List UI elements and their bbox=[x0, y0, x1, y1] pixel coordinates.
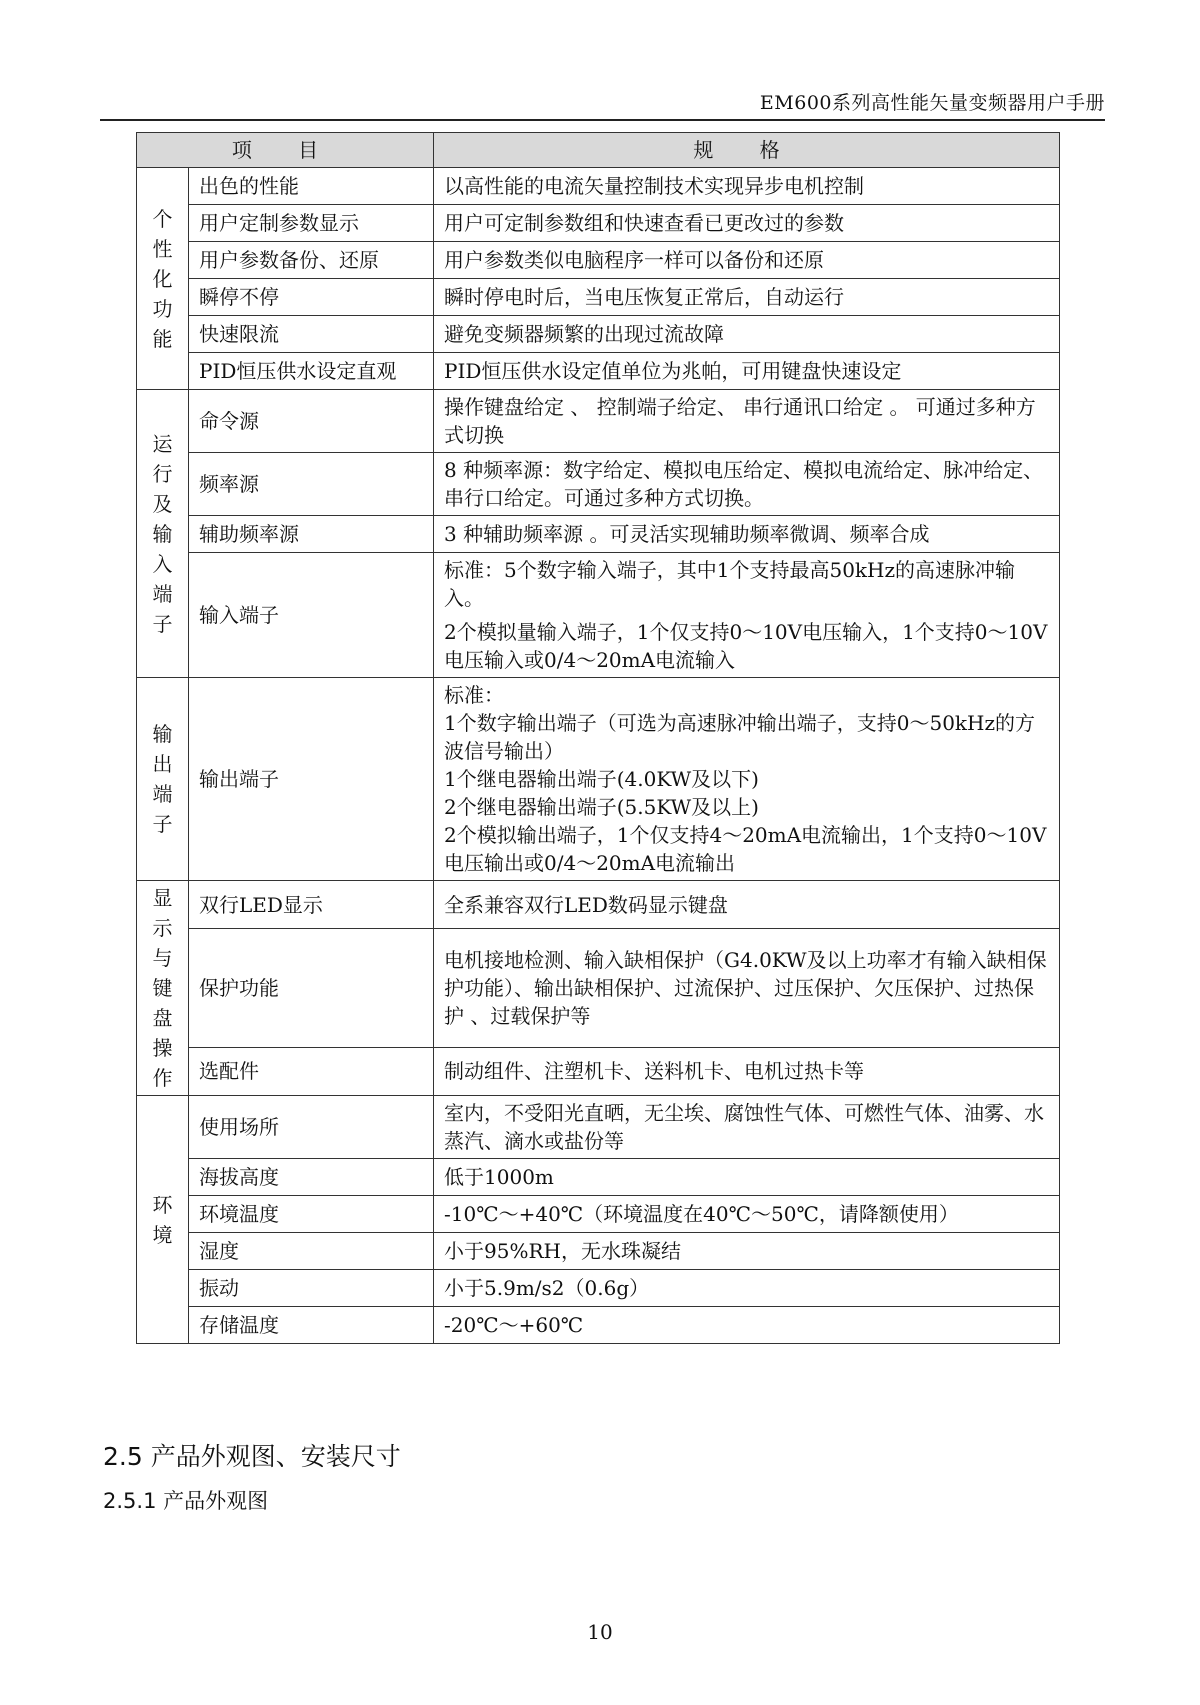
spec-line: PID恒压供水设定值单位为兆帕，可用键盘快速设定 bbox=[444, 359, 902, 383]
spec-line: 8 种频率源：数字给定、模拟电压给定、模拟电流给定、脉冲给定、串行口给定。可通过多种方式切换。 bbox=[444, 458, 1044, 510]
table-row bbox=[137, 279, 1060, 316]
category-cell bbox=[137, 168, 189, 390]
spec-cell bbox=[434, 929, 1060, 1048]
spec-cell bbox=[434, 1159, 1060, 1196]
table-row bbox=[137, 881, 1060, 929]
column-header-spec: 规 格 bbox=[434, 133, 1060, 168]
table-row bbox=[137, 316, 1060, 353]
table-row bbox=[137, 168, 1060, 205]
spec-line: 操作键盘给定 、 控制端子给定、 串行通讯口给定 。 可通过多种方式切换 bbox=[444, 395, 1036, 447]
spec-line: 低于1000m bbox=[444, 1165, 554, 1189]
category-label: 运行及输入端子 bbox=[152, 431, 173, 636]
spec-line: 标准： bbox=[444, 683, 505, 707]
table-row bbox=[137, 678, 1060, 881]
item-cell: PID恒压供水设定直观 bbox=[189, 353, 434, 390]
table-row bbox=[137, 1307, 1060, 1344]
item-cell: 频率源 bbox=[189, 453, 434, 516]
spec-line: 2个继电器输出端子(5.5KW及以上) bbox=[444, 795, 759, 819]
spec-cell bbox=[434, 353, 1060, 390]
spec-cell bbox=[434, 316, 1060, 353]
item-cell: 出色的性能 bbox=[189, 168, 434, 205]
item-cell: 海拔高度 bbox=[189, 1159, 434, 1196]
spec-line: 全系兼容双行LED数码显示键盘 bbox=[444, 892, 728, 917]
spec-cell bbox=[434, 390, 1060, 453]
spec-cell bbox=[434, 1196, 1060, 1233]
spec-table bbox=[136, 132, 1060, 1344]
table-row bbox=[137, 929, 1060, 1048]
spec-line: 1个数字输出端子（可选为高速脉冲输出端子，支持0～50kHz的方波信号输出） bbox=[444, 711, 1036, 763]
table-body bbox=[137, 168, 1060, 1344]
spec-line: 小于5.9m/s2（0.6g） bbox=[444, 1276, 650, 1300]
table-row bbox=[137, 1096, 1060, 1159]
category-cell bbox=[137, 678, 189, 881]
spec-line: -20℃～+60℃ bbox=[444, 1313, 584, 1337]
item-cell: 使用场所 bbox=[189, 1096, 434, 1159]
spec-cell bbox=[434, 553, 1060, 678]
spec-cell bbox=[434, 242, 1060, 279]
table-row bbox=[137, 553, 1060, 678]
item-cell: 输出端子 bbox=[189, 678, 434, 881]
item-cell: 输入端子 bbox=[189, 553, 434, 678]
section-title: 2.5 产品外观图、安装尺寸 bbox=[103, 1442, 401, 1471]
table-row bbox=[137, 1159, 1060, 1196]
table-row bbox=[137, 453, 1060, 516]
spec-cell bbox=[434, 881, 1060, 929]
spec-line: 3 种辅助频率源 。可灵活实现辅助频率微调、频率合成 bbox=[444, 522, 930, 546]
item-cell: 环境温度 bbox=[189, 1196, 434, 1233]
item-cell: 命令源 bbox=[189, 390, 434, 453]
item-cell: 辅助频率源 bbox=[189, 516, 434, 553]
spec-cell bbox=[434, 279, 1060, 316]
spec-cell bbox=[434, 1047, 1060, 1095]
spec-cell bbox=[434, 1096, 1060, 1159]
spec-cell bbox=[434, 678, 1060, 881]
spec-line: -10℃～+40℃（环境温度在40℃～50℃，请降额使用） bbox=[444, 1202, 959, 1226]
manual-title: EM600系列高性能矢量变频器用户手册 bbox=[759, 92, 1105, 114]
category-cell bbox=[137, 881, 189, 1096]
spec-line: 避免变频器频繁的出现过流故障 bbox=[444, 322, 725, 346]
spec-line: 2个模拟量输入端子，1个仅支持0～10V电压输入，1个支持0～10V电压输入或0/4～20mA电流输入 bbox=[444, 620, 1048, 672]
table-row bbox=[137, 205, 1060, 242]
category-label: 显示与键盘操作 bbox=[152, 886, 173, 1090]
page-header bbox=[100, 88, 1105, 121]
table-row bbox=[137, 390, 1060, 453]
item-cell: 用户参数备份、还原 bbox=[189, 242, 434, 279]
spec-line: 以高性能的电流矢量控制技术实现异步电机控制 bbox=[444, 174, 865, 198]
spec-line: 瞬时停电时后，当电压恢复正常后，自动运行 bbox=[444, 285, 845, 309]
category-label: 输出端子 bbox=[152, 722, 173, 836]
table-row bbox=[137, 1196, 1060, 1233]
item-cell: 存储温度 bbox=[189, 1307, 434, 1344]
spec-cell bbox=[434, 1233, 1060, 1270]
column-header-item: 项 目 bbox=[137, 133, 434, 168]
item-cell: 用户定制参数显示 bbox=[189, 205, 434, 242]
spec-line: 室内，不受阳光直晒，无尘埃、腐蚀性气体、可燃性气体、油雾、水蒸汽、滴水或盐份等 bbox=[444, 1101, 1045, 1153]
spec-line: 电机接地检测、输入缺相保护（G4.0KW及以上功率才有输入缺相保护功能）、输出缺相保护、过流保护、过压保护、欠压保护、过热保护 、过载保护等 bbox=[444, 947, 1047, 1028]
spec-line: 2个模拟输出端子，1个仅支持4～20mA电流输出，1个支持0～10V电压输出或0/4～20mA电流输出 bbox=[444, 823, 1047, 875]
table-row bbox=[137, 1047, 1060, 1095]
spec-cell bbox=[434, 1270, 1060, 1307]
item-cell: 保护功能 bbox=[189, 929, 434, 1048]
spec-cell bbox=[434, 168, 1060, 205]
table-row bbox=[137, 242, 1060, 279]
spec-cell bbox=[434, 1307, 1060, 1344]
spec-line: 用户可定制参数组和快速查看已更改过的参数 bbox=[444, 211, 845, 235]
item-cell: 双行LED显示 bbox=[189, 881, 434, 929]
subsection-title: 2.5.1 产品外观图 bbox=[103, 1489, 269, 1513]
item-cell: 湿度 bbox=[189, 1233, 434, 1270]
spec-line: 标准：5个数字输入端子，其中1个支持最高50kHz的高速脉冲输入。 bbox=[444, 558, 1016, 610]
spec-cell bbox=[434, 205, 1060, 242]
table-row bbox=[137, 1270, 1060, 1307]
category-cell bbox=[137, 390, 189, 678]
item-cell: 瞬停不停 bbox=[189, 279, 434, 316]
spec-line: 用户参数类似电脑程序一样可以备份和还原 bbox=[444, 248, 825, 272]
spec-cell bbox=[434, 516, 1060, 553]
table-row bbox=[137, 353, 1060, 390]
page-number: 10 bbox=[587, 1620, 613, 1644]
item-cell: 选配件 bbox=[189, 1047, 434, 1095]
table-row bbox=[137, 1233, 1060, 1270]
table-row bbox=[137, 516, 1060, 553]
table-header-row bbox=[137, 133, 1060, 168]
category-label: 个性化功能 bbox=[152, 206, 173, 351]
spec-line: 制动组件、注塑机卡、送料机卡、电机过热卡等 bbox=[444, 1059, 865, 1084]
item-cell: 快速限流 bbox=[189, 316, 434, 353]
item-cell: 振动 bbox=[189, 1270, 434, 1307]
category-label: 环境 bbox=[152, 1192, 173, 1247]
spec-line: 小于95%RH，无水珠凝结 bbox=[444, 1239, 681, 1263]
spec-cell bbox=[434, 453, 1060, 516]
category-cell bbox=[137, 1096, 189, 1344]
spec-line: 1个继电器输出端子(4.0KW及以下) bbox=[444, 767, 759, 791]
